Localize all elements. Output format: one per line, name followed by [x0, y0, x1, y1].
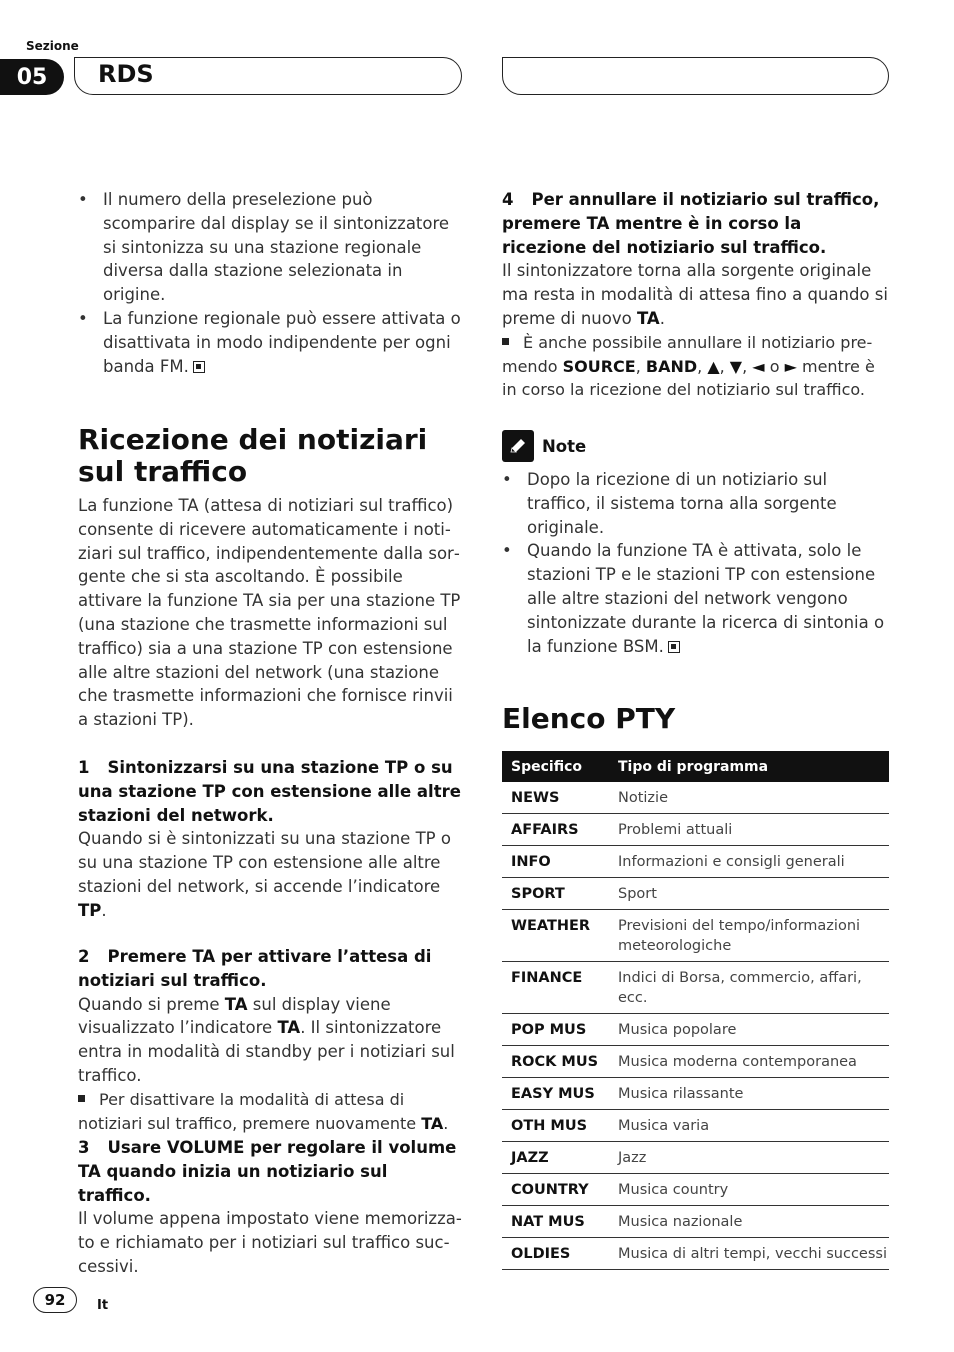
pty-description: Musica popolare [609, 1014, 889, 1046]
pty-code: NEWS [502, 782, 609, 814]
header-right-frame [502, 57, 889, 95]
end-of-section-icon [193, 361, 205, 373]
pty-code: WEATHER [502, 910, 609, 962]
pty-description: Informazioni e consigli generali [609, 846, 889, 878]
bullet-item: • Quando la funzione TA è attivata, solo le stazioni TP e le stazioni TP con estensione alle altre stazioni del network vengono sintonizzate durante la ricerca di sintonia o la funzione BSM. [502, 539, 889, 658]
page-number: 92 [33, 1287, 77, 1313]
table-row [502, 846, 889, 878]
pty-description: Jazz [609, 1142, 889, 1174]
pty-code: POP MUS [502, 1014, 609, 1046]
table-row [502, 1142, 889, 1174]
table-row [502, 1110, 889, 1142]
pty-code: NAT MUS [502, 1206, 609, 1238]
table-header-row [502, 751, 889, 782]
step-4 [502, 188, 889, 402]
language-code: It [97, 1298, 109, 1313]
note-label: Note [542, 436, 587, 456]
step-1 [78, 756, 462, 923]
step-3 [78, 1136, 462, 1279]
pty-description: Indici di Borsa, commercio, affari, ecc. [609, 962, 889, 1014]
pty-code: JAZZ [502, 1142, 609, 1174]
step-title: 3 Usare VOLUME per regolare il volume TA quando inizia un notiziario sul traffico. [78, 1138, 457, 1205]
table-row [502, 1174, 889, 1206]
pty-code: EASY MUS [502, 1078, 609, 1110]
pty-description: Musica moderna contemporanea [609, 1046, 889, 1078]
pty-table-wrap [502, 751, 889, 1270]
step-title: 2 Premere TA per attivare l’attesa di notiziari sul traffico. [78, 947, 432, 990]
step-note: È anche possibile annullare il notiziario premendo SOURCE, BAND, ▲, ▼, ◄ o ► mentre è in corso la ricezione del notiziario sul traffico. [502, 332, 875, 400]
bullet-item: • Il numero della preselezione può scomparire dal display se il sintonizzatore si sintonizza su una stazione regionale diversa dalla stazione selezionata in origine. [78, 188, 462, 307]
pty-description: Notizie [609, 782, 889, 814]
note-header [502, 430, 889, 462]
bullet-item: • La funzione regionale può essere attivata o disattivata in modo indipendente per ogni banda FM. [78, 307, 462, 378]
pty-code: OTH MUS [502, 1110, 609, 1142]
pty-description: Previsioni del tempo/informazioni meteorologiche [609, 910, 889, 962]
step-note: Per disattivare la modalità di attesa di notiziari sul traffico, premere nuovamente TA. [78, 1089, 449, 1133]
section-number-tab: 05 [0, 59, 64, 95]
table-row [502, 1206, 889, 1238]
column-header-code: Specifico [502, 751, 609, 782]
square-bullet-icon [78, 1095, 85, 1102]
pty-description: Musica di altri tempi, vecchi successi [609, 1238, 889, 1270]
pty-code: INFO [502, 846, 609, 878]
pty-code: FINANCE [502, 962, 609, 1014]
pty-description: Problemi attuali [609, 814, 889, 846]
pty-code: ROCK MUS [502, 1046, 609, 1078]
pty-heading: Elenco PTY [502, 702, 676, 735]
step-body: Quando si è sintonizzati su una stazione TP o su una stazione TP con estensione alle altre stazioni del network, si accende l’indicatore TP. [78, 829, 451, 920]
pty-description: Musica rilassante [609, 1078, 889, 1110]
pty-code: AFFAIRS [502, 814, 609, 846]
step-title: 1 Sintonizzarsi su una stazione TP o su una stazione TP con estensione alle altre stazioni del network. [78, 758, 461, 825]
table-row [502, 1014, 889, 1046]
column-header-type: Tipo di programma [609, 751, 889, 782]
step-2 [78, 945, 462, 1135]
section-title: RDS [98, 60, 154, 88]
pty-code: OLDIES [502, 1238, 609, 1270]
note-block [502, 430, 889, 658]
table-row [502, 962, 889, 1014]
table-row [502, 814, 889, 846]
pty-code: SPORT [502, 878, 609, 910]
table-row [502, 1238, 889, 1270]
pencil-icon [502, 430, 534, 462]
note-bullets [502, 468, 889, 658]
table-row [502, 910, 889, 962]
pty-description: Musica nazionale [609, 1206, 889, 1238]
intro-bullets [78, 188, 462, 378]
pty-description: Musica varia [609, 1110, 889, 1142]
step-body: Quando si preme TA sul display viene visualizzato l’indicatore TA. Il sintonizzatore entra in modalità di standby per i notiziari sul traffico. [78, 994, 455, 1085]
table-row [502, 1078, 889, 1110]
section-heading: Ricezione dei notiziari sul traffico [78, 423, 428, 488]
bullet-item: • Dopo la ricezione di un notiziario sul traffico, il sistema torna alla sorgente originale. [502, 468, 889, 539]
pty-description: Musica country [609, 1174, 889, 1206]
step-body: Il sintonizzatore torna alla sorgente originale ma resta in modalità di attesa fino a quando si preme di nuovo TA. [502, 261, 888, 328]
intro-paragraph: La funzione TA (attesa di notiziari sul traffico) consente di ricevere automaticamente i notiziari sul traffico, indipendentemente dalla sorgente che si sta ascoltando. È possibile attivare la funzione TA sia per una stazione TP (una stazione che trasmette informazioni sul traffico) sia a una stazione TP con estensione alle altre stazioni del network (una stazione che trasmette informazioni che fornisce rinvii a stazioni TP). [78, 496, 461, 730]
pty-table [502, 751, 889, 1270]
table-row [502, 1046, 889, 1078]
square-bullet-icon [502, 338, 509, 345]
pty-code: COUNTRY [502, 1174, 609, 1206]
step-body: Il volume appena impostato viene memorizzato e richiamato per i notiziari sul traffico successivi. [78, 1209, 462, 1276]
section-label: Sezione [26, 39, 79, 53]
table-row [502, 782, 889, 814]
step-title: 4 Per annullare il notiziario sul traffico, premere TA mentre è in corso la ricezione del notiziario sul traffico. [502, 190, 880, 257]
end-of-section-icon [668, 641, 680, 653]
pty-description: Sport [609, 878, 889, 910]
table-row [502, 878, 889, 910]
